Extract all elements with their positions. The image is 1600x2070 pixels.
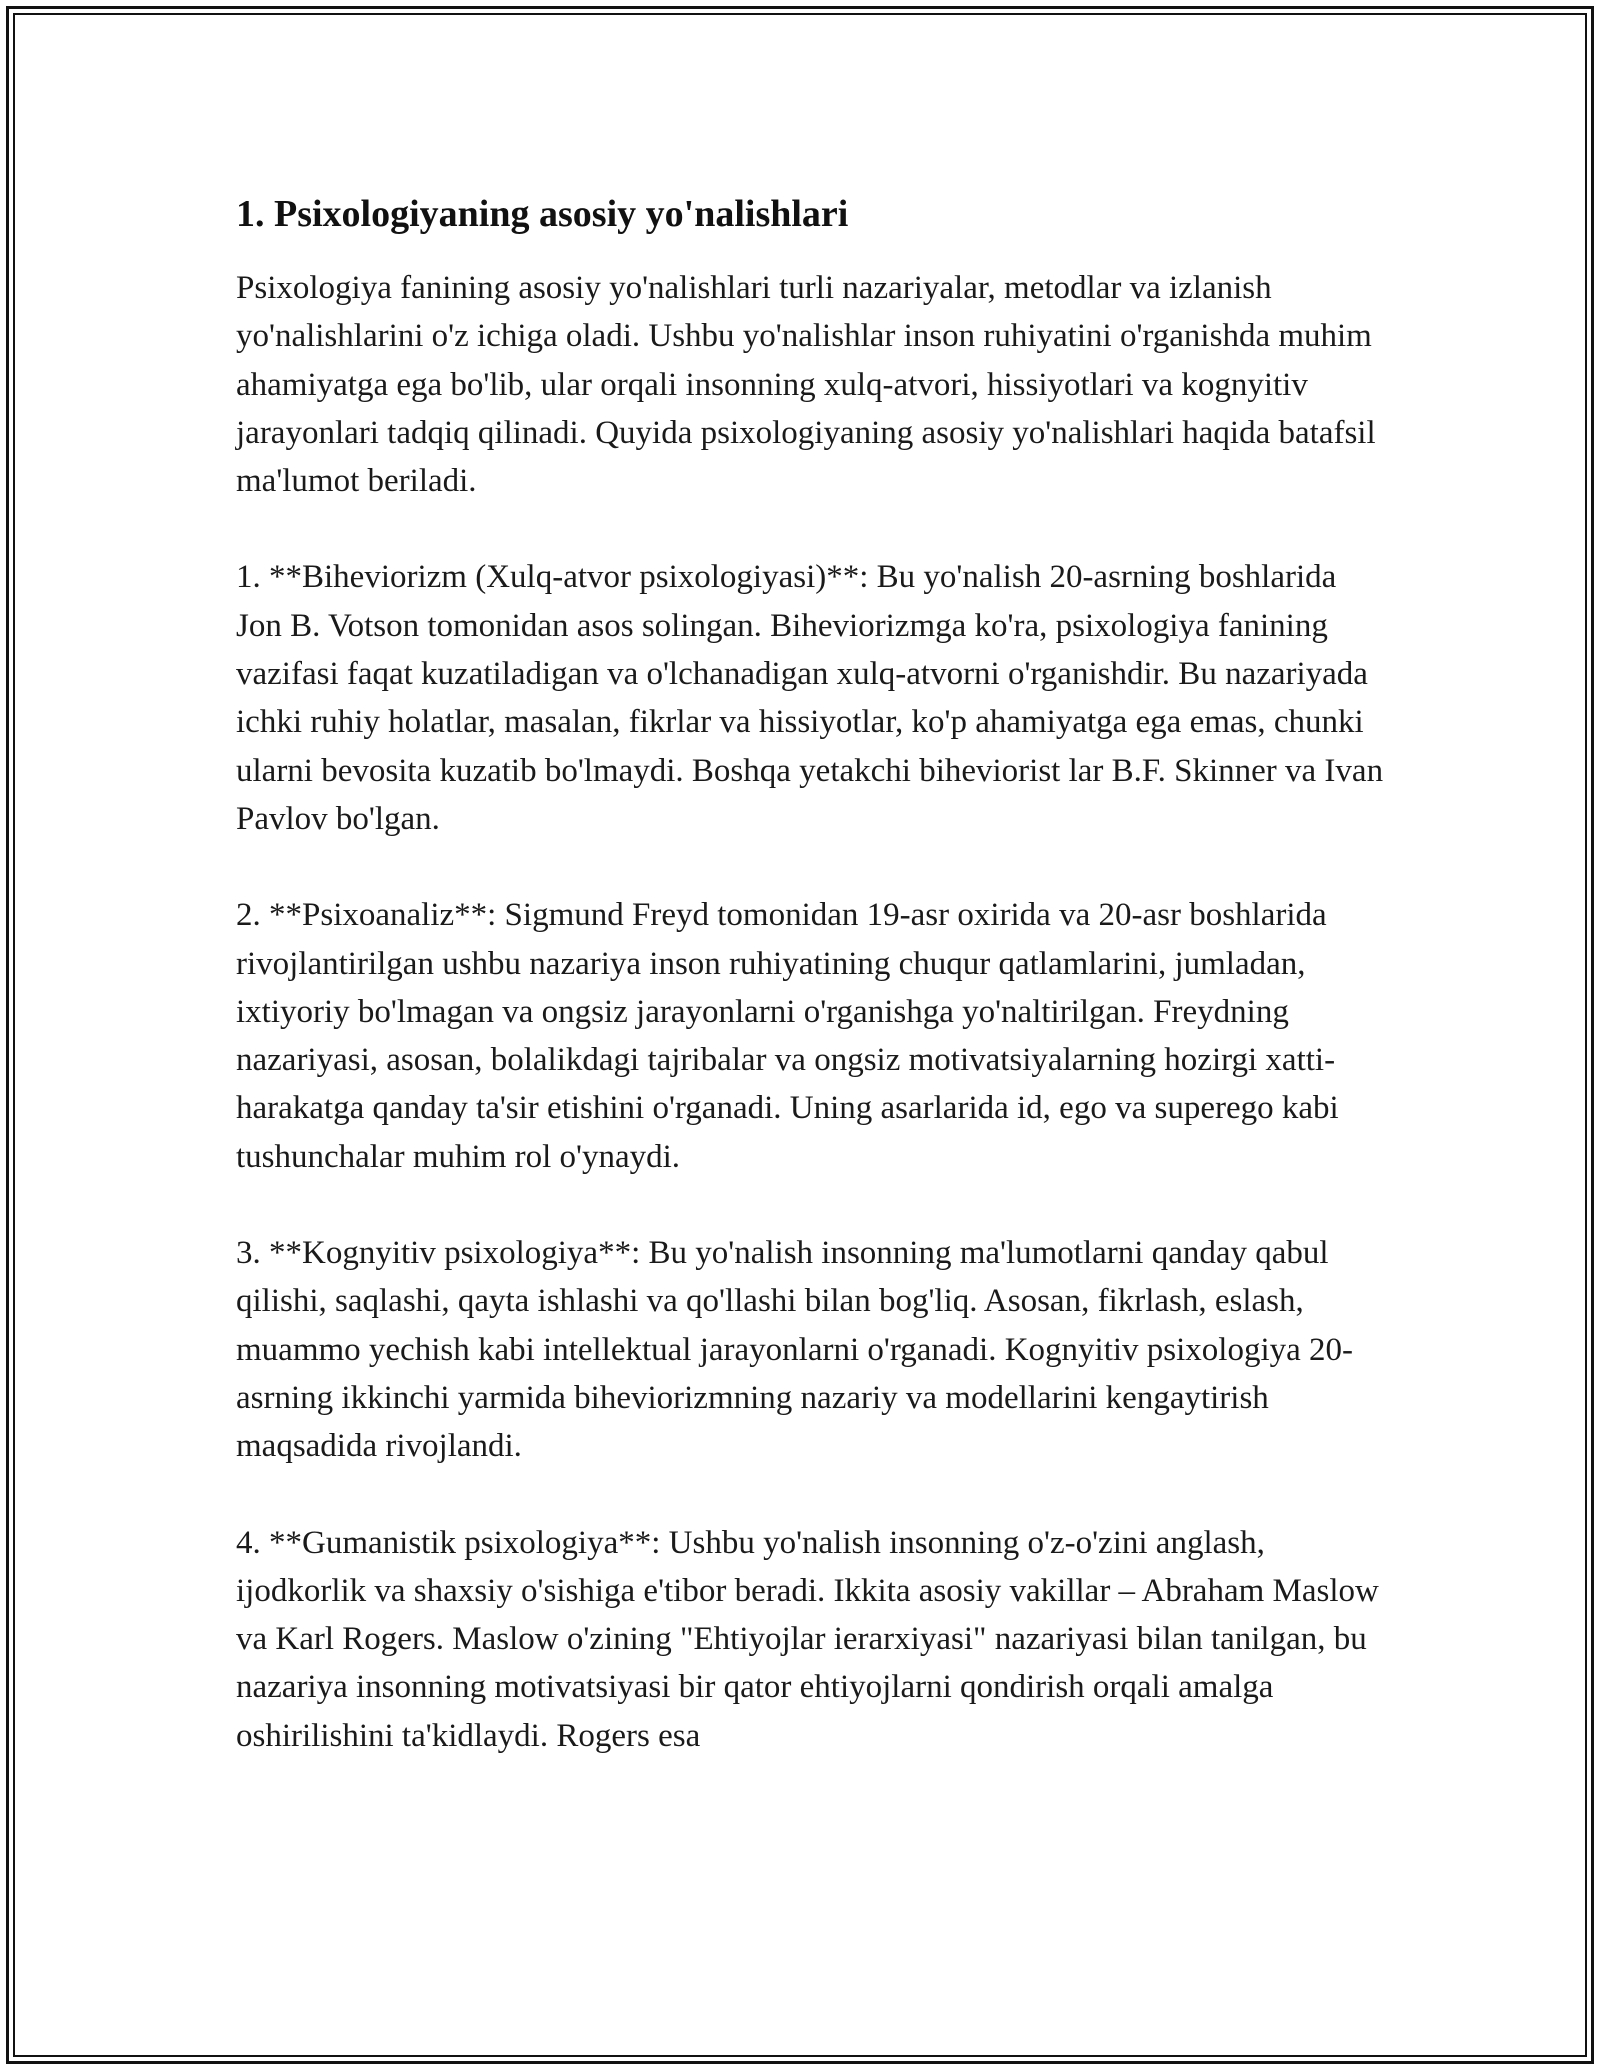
document-body bbox=[236, 186, 1386, 1760]
humanistic-psychology-paragraph: 4. **Gumanistik psixologiya**: Ushbu yo'nalish insonning o'z-o'zini anglash, ijodkorlik va shaxsiy o'sishiga e'tibor beradi. Ikkita asosiy vakillar – Abraham Maslow va Karl Rogers. Maslow o'zining "Ehtiyojlar ierarxiyasi" nazariyasi bilan tanilgan, bu nazariya insonning motivatsiyasi bir qator ehtiyojlarni qondirish orqali amalga oshirilishini ta'kidlaydi. Rogers esa bbox=[236, 1524, 1379, 1754]
behaviorism-paragraph: 1. **Biheviorizm (Xulq-atvor psixologiyasi)**: Bu yo'nalish 20-asrning boshlarida Jon B. Votson tomonidan asos solingan. Biheviorizmga ko'ra, psixologiya fanining vazifasi faqat kuzatiladigan va o'lchanadigan xulq-atvorni o'rganishdir. Bu nazariyada ichki ruhiy holatlar, masalan, fikrlar va hissiyotlar, ko'p ahamiyatga ega emas, chunki ularni bevosita kuzatib bo'lmaydi. Boshqa yetakchi biheviorist lar B.F. Skinner va Ivan Pavlov bo'lgan. bbox=[236, 559, 1384, 837]
psychoanalysis-paragraph: 2. **Psixoanaliz**: Sigmund Freyd tomonidan 19-asr oxirida va 20-asr boshlarida rivojlantirilgan ushbu nazariya inson ruhiyatining chuqur qatlamlarini, jumladan, ixtiyoriy bo'lmagan va ongsiz jarayonlarni o'rganishga yo'naltirilgan. Freydning nazariyasi, asosan, bolalikdagi tajribalar va ongsiz motivatsiyalarning hozirgi xatti-harakatga qanday ta'sir etishini o'rganadi. Uning asarlarida id, ego va superego kabi tushunchalar muhim rol o'ynaydi. bbox=[236, 897, 1339, 1175]
cognitive-psychology-paragraph: 3. **Kognyitiv psixologiya**: Bu yo'nalish insonning ma'lumotlarni qanday qabul qilishi, saqlashi, qayta ishlashi va qo'llashi bilan bog'liq. Asosan, fikrlash, eslash, muammo yechish kabi intellektual jarayonlarni o'rganadi. Kognyitiv psixologiya 20-asrning ikkinchi yarmida biheviorizmning nazariy va modellarini kengaytirish maqsadida rivojlandi. bbox=[236, 1235, 1354, 1465]
section-heading: 1. Psixologiyaning asosiy yo'nalishlari bbox=[236, 193, 849, 235]
intro-paragraph: Psixologiya fanining asosiy yo'nalishlari turli nazariyalar, metodlar va izlanish yo'nalishlarini o'z ichiga oladi. Ushbu yo'nalishlar inson ruhiyatini o'rganishda muhim ahamiyatga ega bo'lib, ular orqali insonning xulq-atvori, hissiyotlari va kognyitiv jarayonlari tadqiq qilinadi. Quyida psixologiyaning asosiy yo'nalishlari haqida batafsil ma'lumot beriladi. bbox=[236, 270, 1376, 500]
